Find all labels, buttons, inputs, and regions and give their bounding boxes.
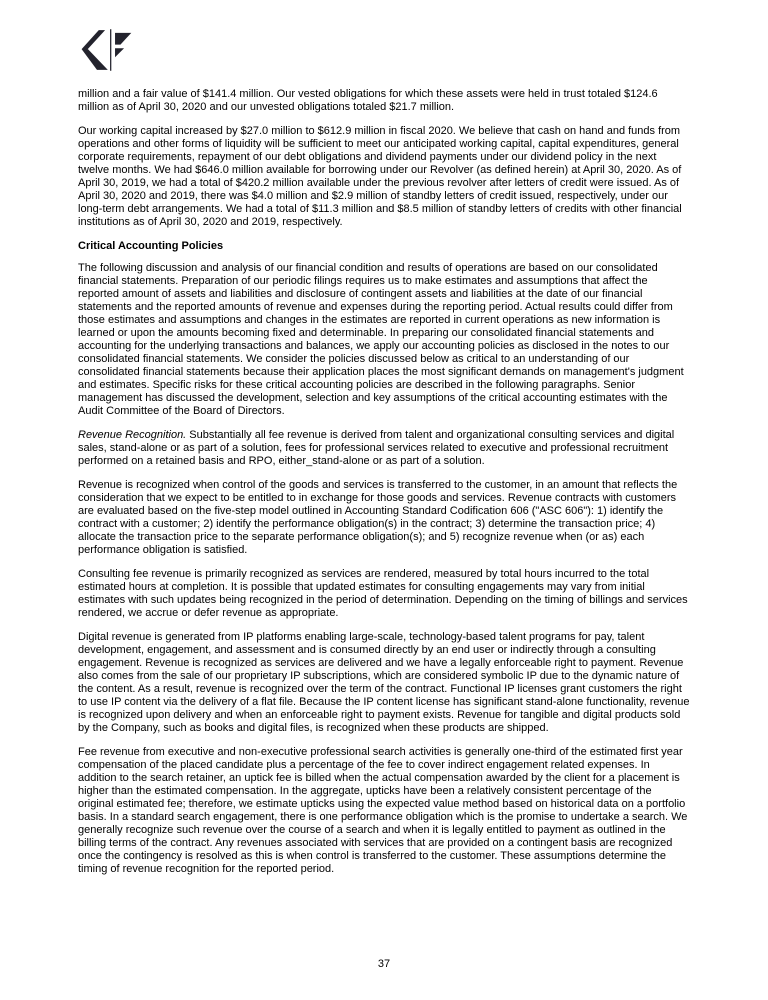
paragraph-working-capital: Our working capital increased by $27.0 million to $612.9 million in fiscal 2020. We believe that cash on hand and funds from operations and other forms of liquidity will be sufficient to meet our anticipated working capital, capital expenditures, general corporate requirements, repayment of our debt obligations and dividend payments under our dividend policy in the next twelve months. We had $646.0 million available for borrowing under our Revolver (as defined herein) at April 30, 2020. As of April 30, 2019, we had a total of $420.2 million available under the previous revolver after letters of credit were issued. As of April 30, 2020 and 2019, there was $4.0 million and $2.9 million of standby letters of credit issued, respectively, under our long-term debt arrangements. We had a total of $11.3 million and $8.5 million of standby letters of credits with other financial institutions as of April 30, 2020 and 2019, respectively. bbox=[78, 125, 682, 228]
paragraph-search-fee-revenue: Fee revenue from executive and non-executive professional search activities is generally one-third of the estimated first year compensation of the placed candidate plus a percentage of the fee to cover indirect engagement related expenses. In addition to the search retainer, an uptick fee is billed when the actual compensation awarded by the client for a placement is higher than the estimated compensation. In the aggregate, upticks have been a relatively consistent percentage of the original estimated fee; therefore, we estimate upticks using the expected value method based on historical data on a portfolio basis. In a standard search engagement, there is one performance obligation which is the promise to undertake a search. We generally recognize such revenue over the course of a search and when it is legally entitled to payment as outlined in the billing terms of the contract. Any revenues associated with services that are provided on a contingent basis are recognized once the contingency is resolved as this is when control is transferred to the customer. These assumptions determine the timing of revenue recognition for the reported period. bbox=[78, 746, 688, 875]
paragraph-consulting-fee: Consulting fee revenue is primarily recognized as services are rendered, measured by total hours incurred to the total estimated hours at completion. It is possible that updated estimates for consulting engagements may vary from initial estimates with such updates being recognized in the period of determination. Depending on the timing of billings and services rendered, we accrue or defer revenue as appropriate. bbox=[78, 568, 688, 619]
paragraph-lead-italic: Revenue Recognition. bbox=[78, 429, 187, 441]
paragraph-revenue-recognition bbox=[78, 429, 690, 468]
paragraph-lead-rest: Substantially all fee revenue is derived from talent and organizational consulting services and digital sales, stand-alone or as part of a solution, fees for professional services related to executive and professional recruitment performed on a retained basis and RPO, either_stand-alone or as part of a solution. bbox=[78, 429, 675, 467]
paragraph-digital-revenue: Digital revenue is generated from IP platforms enabling large-scale, technology-based talent programs for pay, talent development, engagement, and assessment and is consumed directly by an end user or indirectly through a consulting engagement. Revenue is recognized as services are delivered and we have a legally enforceable right to payment. Revenue also comes from the sale of our proprietary IP subscriptions, which are considered symbolic IP due to the dynamic nature of the content. As a result, revenue is recognized over the term of the contract. Functional IP licenses grant customers the right to use IP content via the delivery of a flat file. Because the IP content license has significant stand-alone functionality, revenue is recognized upon delivery and when an enforceable right to payment exists. Revenue for tangible and digital products sold by the Company, such as books and digital files, is recognized when these products are shipped. bbox=[78, 631, 690, 734]
paragraph-discussion-analysis: The following discussion and analysis of our financial condition and results of operations are based on our consolidated financial statements. Preparation of our periodic filings requires us to make estimates and assumptions that affect the reported amount of assets and liabilities and disclosure of contingent assets and liabilities at the date of our financial statements and the reported amounts of revenue and expenses during the reporting period. Actual results could differ from those estimates and assumptions and changes in the estimates are reported in current operations as new information is learned or upon the amounts becoming fixed and determinable. In preparing our consolidated financial statements and accounting for the underlying transactions and balances, we apply our accounting policies as disclosed in the notes to our consolidated financial statements. We consider the policies discussed below as critical to an understanding of our consolidated financial statements because their application places the most significant demands on management's judgment and estimates. Specific risks for these critical accounting policies are described in the following paragraphs. Senior management has discussed the development, selection and key assumptions of the critical accounting estimates with the Audit Committee of the Board of Directors. bbox=[78, 262, 684, 417]
paragraph-revenue-control: Revenue is recognized when control of the goods and services is transferred to the customer, in an amount that reflects the consideration that we expect to be entitled to in exchange for those goods and services. Revenue contracts with customers are evaluated based on the five-step model outlined in Accounting Standard Codification 606 ("ASC 606"): 1) identify the contract with a customer; 2) identify the performance obligation(s) in the contract; 3) determine the transaction price; 4) allocate the transaction price to the separate performance obligation(s); and 5) recognize revenue when (or as) each performance obligation is satisfied. bbox=[78, 479, 678, 556]
page-number: 37 bbox=[377, 958, 391, 970]
korn-ferry-logo-icon bbox=[78, 28, 134, 72]
paragraph-fair-value: million and a fair value of $141.4 million. Our vested obligations for which these assets were held in trust totaled $124.6 million as of April 30, 2020 and our unvested obligations totaled $21.7 million. bbox=[78, 88, 658, 113]
document-body bbox=[78, 88, 690, 876]
section-heading-critical-accounting-policies: Critical Accounting Policies bbox=[78, 240, 224, 252]
